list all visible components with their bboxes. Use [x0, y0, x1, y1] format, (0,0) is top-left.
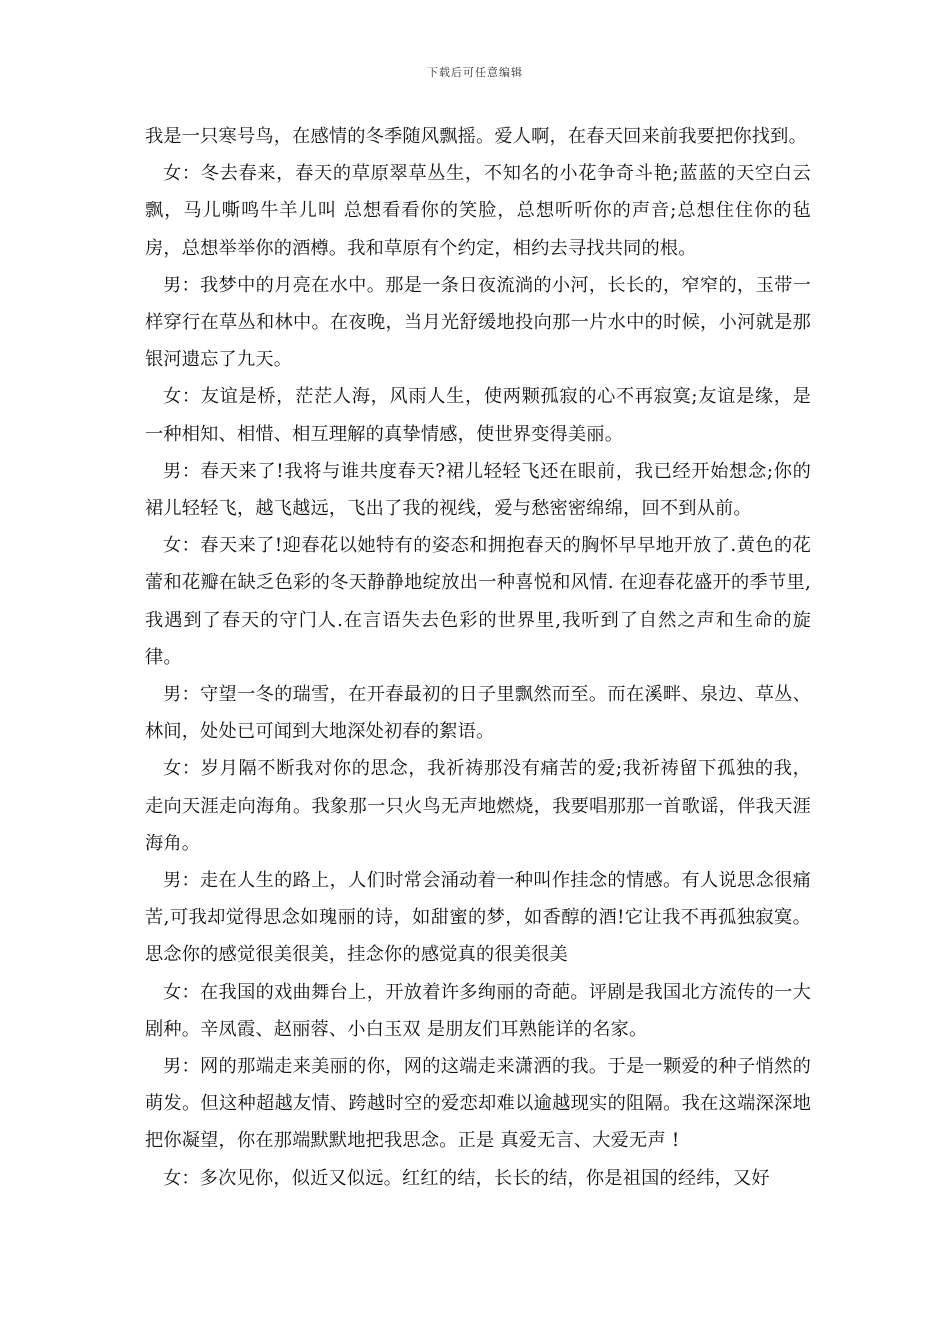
paragraph-10: 女：在我国的戏曲舞台上，开放着许多绚丽的奇葩。评剧是我国北方流传的一大剧种。辛凤霞、赵丽蓉、小白玉双 是朋友们耳熟能详的名家。 — [145, 981, 811, 1040]
paragraph-6: 女：春天来了!迎春花以她特有的姿态和拥抱春天的胸怀早早地开放了.黄色的花蕾和花瓣在缺乏色彩的冬天静静地绽放出一种喜悦和风情. 在迎春花盛开的季节里,我遇到了春天的守门人.在言语失去色彩的世界里,我听到了自然之声和生命的旋律。 — [145, 535, 811, 668]
paragraph-1: 我是一只寒号鸟，在感情的冬季随风飘摇。爱人啊，在春天回来前我要把你找到。 — [145, 126, 807, 147]
paragraph-12: 女：多次见你，似近又似远。红红的结，长长的结，你是祖国的经纬，又好 — [163, 1167, 770, 1189]
paragraph-3: 男：我梦中的月亮在水中。那是一条日夜流淌的小河，长长的，窄窄的，玉带一样穿行在草丛和林中。在夜晚，当月光舒缓地投向那一片水中的时候，小河就是那银河遗忘了九天。 — [145, 274, 811, 371]
paragraph-11: 男：网的那端走来美丽的你，网的这端走来潇洒的我。于是一颗爱的种子悄然的萌发。但这种超越友情、跨越时空的爱恋却难以逾越现实的阻隔。我在这端深深地把你凝望，你在那端默默地把我思念。正是 真爱无言、大爱无声 ! — [145, 1056, 811, 1152]
paragraph-2: 女：冬去春来，春天的草原翠草丛生，不知名的小花争奇斗艳;蓝蓝的天空白云飘，马儿嘶鸣牛羊儿叫 总想看看你的笑脸，总想听听你的声音;总想住住你的毡房，总想举举你的酒樽。我和草原有个约定，相约去寻找共同的根。 — [145, 163, 811, 259]
paragraph-9: 男：走在人生的路上，人们时常会涌动着一种叫作挂念的情感。有人说思念很痛苦,可我却觉得思念如瑰丽的诗，如甜蜜的梦，如香醇的酒!它让我不再孤独寂寞。思念你的感觉很美很美，挂念你的感觉真的很美很美 — [145, 870, 811, 966]
paragraph-8: 女：岁月隔不断我对你的思念，我祈祷那没有痛苦的爱;我祈祷留下孤独的我，走向天涯走向海角。我象那一只火鸟无声地燃烧，我要唱那那一首歌谣，伴我天涯海角。 — [145, 758, 811, 854]
paragraph-4: 女：友谊是桥，茫茫人海，风雨人生，使两颗孤寂的心不再寂寞;友谊是缘，是一种相知、相惜、相互理解的真挚情感，使世界变得美丽。 — [145, 386, 811, 445]
paragraph-7: 男：守望一冬的瑞雪，在开春最初的日子里飘然而至。而在溪畔、泉边、草丛、林间，处处已可闻到大地深处初春的絮语。 — [145, 684, 811, 743]
document-body — [145, 118, 811, 1197]
paragraph-5: 男：春天来了!我将与谁共度春天?裙儿轻轻飞还在眼前，我已经开始想念;你的裙儿轻轻飞，越飞越远，飞出了我的视线，爱与愁密密绵绵，回不到从前。 — [145, 460, 811, 520]
page-header: 下载后可任意编辑 — [427, 66, 523, 79]
